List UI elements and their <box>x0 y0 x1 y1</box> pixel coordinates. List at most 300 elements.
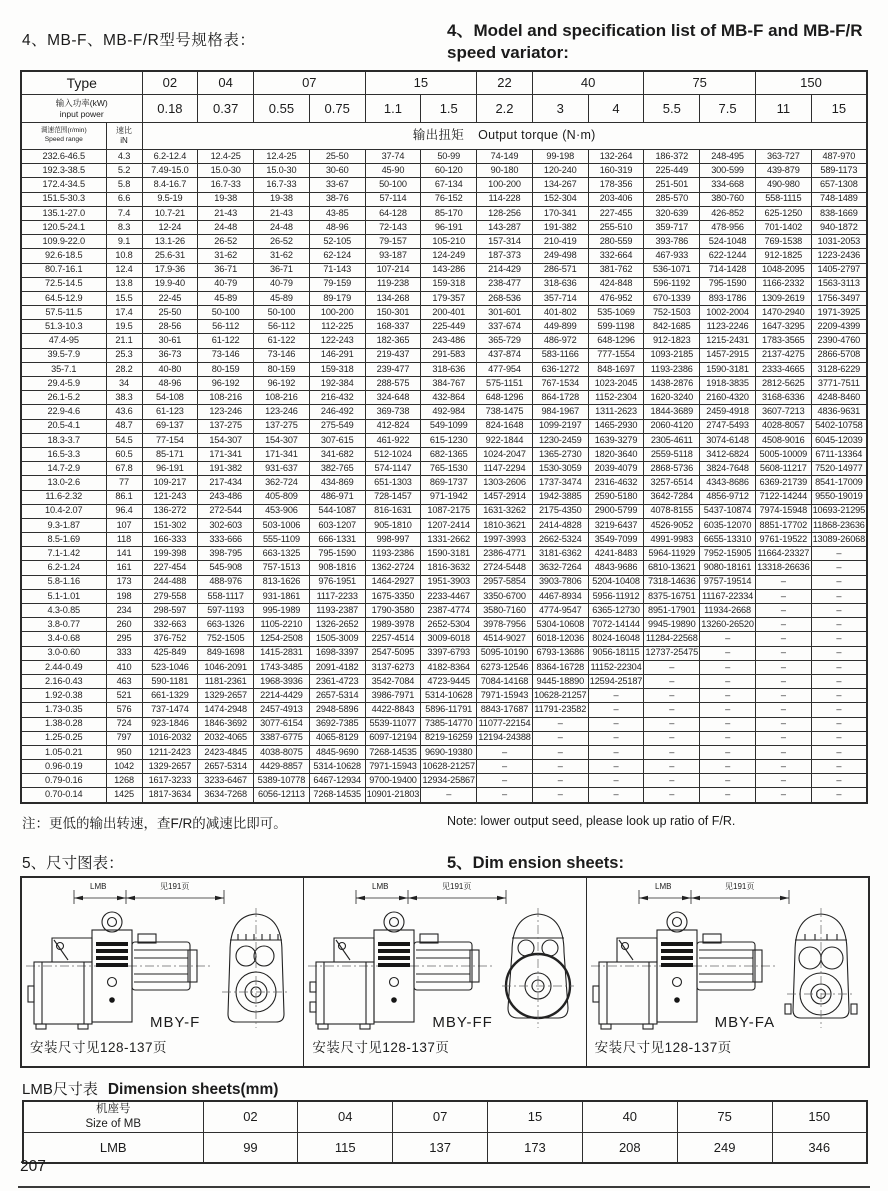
type-group-cell: 15 <box>365 71 477 95</box>
table-row <box>21 660 867 674</box>
table-cell: – <box>755 674 811 688</box>
dimension-panel-mby-ff <box>303 878 586 1066</box>
table-cell: 72.5-14.5 <box>21 277 106 291</box>
table-cell: 332-663 <box>142 618 198 632</box>
input-power-label-en: input power <box>59 108 104 119</box>
table-cell: 1756-3497 <box>811 291 867 305</box>
table-cell: 10.7-21 <box>142 206 198 220</box>
table-cell: 67.8 <box>106 462 142 476</box>
table-cell: 8951-17901 <box>644 604 700 618</box>
table-cell: 7952-15905 <box>700 547 756 561</box>
table-cell: 5.2 <box>106 164 142 178</box>
table-cell: 6.6 <box>106 192 142 206</box>
table-cell: 1152-2304 <box>588 391 644 405</box>
table-cell: 8.4-16.7 <box>142 178 198 192</box>
table-cell: 10628-21257 <box>532 689 588 703</box>
dimension-annotation <box>338 880 548 906</box>
table-cell: 12737-25475 <box>644 646 700 660</box>
table-cell: 521 <box>106 689 142 703</box>
table-cell: 549-1099 <box>421 419 477 433</box>
lmb-table <box>22 1100 868 1164</box>
table-cell: 849-1698 <box>198 646 254 660</box>
table-cell: 381-762 <box>588 263 644 277</box>
table-cell: 25-50 <box>142 306 198 320</box>
table-cell: 26-52 <box>254 235 310 249</box>
table-cell: 85-170 <box>421 206 477 220</box>
table-cell: 393-786 <box>644 235 700 249</box>
table-cell: 96.4 <box>106 504 142 518</box>
table-cell: 597-1193 <box>198 604 254 618</box>
table-cell: 9.3-1.87 <box>21 518 106 532</box>
table-cell: 1405-2797 <box>811 263 867 277</box>
table-cell: 73-146 <box>254 348 310 362</box>
table-cell: 3.8-0.77 <box>21 618 106 632</box>
table-cell: 30-60 <box>309 164 365 178</box>
table-cell: 1.38-0.28 <box>21 717 106 731</box>
table-cell: 795-1590 <box>700 277 756 291</box>
table-cell: 80.7-16.1 <box>21 263 106 277</box>
table-cell: – <box>755 703 811 717</box>
table-cell: 39.5-7.9 <box>21 348 106 362</box>
table-cell: 767-1534 <box>532 377 588 391</box>
table-row <box>21 490 867 504</box>
torque-label-en: Output torque (N·m) <box>478 128 596 143</box>
table-cell: 7122-14244 <box>755 490 811 504</box>
table-cell: 9056-18115 <box>588 646 644 660</box>
table-cell: 61-123 <box>142 405 198 419</box>
panel-caption: 安装尺寸见128-137页 <box>594 1040 732 1055</box>
table-cell: 5964-11929 <box>644 547 700 561</box>
table-cell: 4467-8934 <box>532 589 588 603</box>
table-cell: 6467-12934 <box>309 774 365 788</box>
table-cell: – <box>811 632 867 646</box>
type-group-row <box>21 71 867 95</box>
table-cell: 5.8-1.16 <box>21 575 106 589</box>
table-cell: 2657-5314 <box>198 760 254 774</box>
table-cell: 3771-7511 <box>811 377 867 391</box>
table-cell: 320-639 <box>644 206 700 220</box>
table-cell: 461-922 <box>365 433 421 447</box>
table-row <box>21 433 867 447</box>
table-cell: 478-956 <box>700 220 756 234</box>
table-cell: 56-112 <box>198 320 254 334</box>
table-cell: 1048-2095 <box>755 263 811 277</box>
table-cell: – <box>644 674 700 688</box>
table-cell: 1023-2045 <box>588 377 644 391</box>
table-cell: 77-154 <box>142 433 198 447</box>
table-cell: 5204-10408 <box>588 575 644 589</box>
table-cell: 52-105 <box>309 235 365 249</box>
table-cell: – <box>477 745 533 759</box>
table-cell: 596-1192 <box>644 277 700 291</box>
table-cell: 1465-2930 <box>588 419 644 433</box>
table-cell: 120.5-24.1 <box>21 220 106 234</box>
table-cell: 752-1503 <box>644 306 700 320</box>
table-row <box>21 220 867 234</box>
table-cell: 1311-2623 <box>588 405 644 419</box>
table-cell: 412-824 <box>365 419 421 433</box>
table-cell: – <box>588 703 644 717</box>
table-cell: 26.1-5.2 <box>21 391 106 405</box>
table-cell: 2091-4182 <box>309 660 365 674</box>
table-cell: 7.4 <box>106 206 142 220</box>
table-cell: – <box>755 618 811 632</box>
table-cell: 12-24 <box>142 220 198 234</box>
table-cell: 238-477 <box>477 277 533 291</box>
table-cell: 7084-14168 <box>477 674 533 688</box>
table-cell: 4526-9052 <box>644 518 700 532</box>
table-cell: 663-1325 <box>254 547 310 561</box>
table-cell: 77 <box>106 476 142 490</box>
table-cell: 1968-3936 <box>254 674 310 688</box>
table-cell: 216-432 <box>309 391 365 405</box>
type-group-cell: 75 <box>644 71 756 95</box>
table-cell: 28-56 <box>142 320 198 334</box>
table-cell: 576 <box>106 703 142 717</box>
table-cell: 21-43 <box>254 206 310 220</box>
table-cell: 249 <box>677 1132 772 1163</box>
table-cell: – <box>755 774 811 788</box>
table-cell: 16.7-33 <box>254 178 310 192</box>
table-cell: 124-249 <box>421 249 477 263</box>
table-cell: 243-486 <box>421 334 477 348</box>
table-cell: 625-1250 <box>755 206 811 220</box>
lmb-title-en: Dimension sheets(mm) <box>107 1081 279 1098</box>
table-cell: 318-636 <box>532 277 588 291</box>
table-cell: 120-240 <box>532 164 588 178</box>
table-cell: – <box>644 717 700 731</box>
table-cell: 137 <box>393 1132 488 1163</box>
table-cell: 60.5 <box>106 447 142 461</box>
table-cell: 249-498 <box>532 249 588 263</box>
dimension-panel-mby-f <box>22 878 303 1066</box>
table-cell: 154-307 <box>254 433 310 447</box>
table-cell: – <box>588 717 644 731</box>
table-cell: 425-849 <box>142 646 198 660</box>
table-cell: 1326-2652 <box>309 618 365 632</box>
table-cell: 96-191 <box>142 462 198 476</box>
table-cell: – <box>755 646 811 660</box>
table-cell: 54-108 <box>142 391 198 405</box>
table-cell: 324-648 <box>365 391 421 405</box>
table-cell: 9945-19890 <box>644 618 700 632</box>
table-cell: 724 <box>106 717 142 731</box>
table-row <box>21 476 867 490</box>
table-cell: 7385-14770 <box>421 717 477 731</box>
table-cell: 738-1475 <box>477 405 533 419</box>
table-cell: 1105-2210 <box>254 618 310 632</box>
table-cell: 1166-2332 <box>755 277 811 291</box>
table-cell: 7971-15943 <box>365 760 421 774</box>
table-cell: 33-67 <box>309 178 365 192</box>
table-cell: 2724-5448 <box>477 561 533 575</box>
table-cell: – <box>755 731 811 745</box>
table-cell: 301-601 <box>477 306 533 320</box>
table-cell: – <box>811 703 867 717</box>
lmb-header-en: Size of MB <box>85 1117 142 1130</box>
table-cell: 7072-14144 <box>588 618 644 632</box>
dim-label-lmb: LMB <box>90 882 107 891</box>
table-cell: 80-159 <box>198 362 254 376</box>
speed-range-header-cell <box>21 123 106 150</box>
table-cell: 365-729 <box>477 334 533 348</box>
table-cell: 48-96 <box>142 377 198 391</box>
table-cell: 5896-11791 <box>421 703 477 717</box>
table-cell: 5956-11912 <box>588 589 644 603</box>
table-row <box>21 604 867 618</box>
table-cell: 114-228 <box>477 192 533 206</box>
table-cell: 2060-4120 <box>644 419 700 433</box>
dimension-annotation <box>621 880 831 906</box>
table-cell: – <box>477 774 533 788</box>
ratio-label-en: iN <box>120 136 128 145</box>
table-cell: – <box>700 788 756 803</box>
table-cell: 2233-4467 <box>421 589 477 603</box>
table-cell: 22-45 <box>142 291 198 305</box>
table-cell: 2032-4065 <box>198 731 254 745</box>
table-cell: 7.1-1.42 <box>21 547 106 561</box>
table-cell: – <box>811 589 867 603</box>
table-cell: 663-1326 <box>198 618 254 632</box>
table-cell: 92.6-18.5 <box>21 249 106 263</box>
table-cell: 47.4-95 <box>21 334 106 348</box>
table-cell: 622-1244 <box>700 249 756 263</box>
table-cell: 3692-7385 <box>309 717 365 731</box>
table-cell: 9.5-19 <box>142 192 198 206</box>
table-cell: 275-549 <box>309 419 365 433</box>
table-cell: 922-1844 <box>477 433 533 447</box>
table-cell: – <box>700 689 756 703</box>
table-cell: 648-1296 <box>588 334 644 348</box>
table-cell: 357-714 <box>532 291 588 305</box>
table-cell: 07 <box>393 1101 488 1132</box>
table-cell: 3350-6700 <box>477 589 533 603</box>
table-cell: 178-356 <box>588 178 644 192</box>
panel-caption: 安装尺寸见128-137页 <box>30 1040 168 1055</box>
table-cell: 105-210 <box>421 235 477 249</box>
table-cell: 96-192 <box>198 377 254 391</box>
speed-range-label-zh: 调速范围(r/min) <box>40 127 87 135</box>
table-cell: 6369-21739 <box>755 476 811 490</box>
table-cell: 0.96-0.19 <box>21 760 106 774</box>
table-cell: 6810-13621 <box>644 561 700 575</box>
table-row <box>21 291 867 305</box>
table-cell: 4514-9027 <box>477 632 533 646</box>
table-cell: 1989-3978 <box>365 618 421 632</box>
table-cell: 99 <box>203 1132 298 1163</box>
power-cell: 15 <box>811 95 867 123</box>
table-cell: 401-802 <box>532 306 588 320</box>
table-cell: 3986-7971 <box>365 689 421 703</box>
table-cell: 476-952 <box>588 291 644 305</box>
table-cell: 12.4-25 <box>254 150 310 164</box>
table-cell: 940-1872 <box>811 220 867 234</box>
table-row <box>21 462 867 476</box>
table-cell: 173 <box>106 575 142 589</box>
table-cell: 18.3-3.7 <box>21 433 106 447</box>
table-cell: 1123-2246 <box>700 320 756 334</box>
table-cell: – <box>700 703 756 717</box>
table-cell: 558-1115 <box>755 192 811 206</box>
table-cell: 2390-4760 <box>811 334 867 348</box>
table-cell: 295 <box>106 632 142 646</box>
table-cell: 816-1631 <box>365 504 421 518</box>
table-cell: 11868-23636 <box>811 518 867 532</box>
table-cell: 79-159 <box>309 277 365 291</box>
table-cell: 1816-3632 <box>421 561 477 575</box>
table-cell: 363-727 <box>755 150 811 164</box>
table-row <box>21 788 867 803</box>
table-cell: 11934-2668 <box>700 604 756 618</box>
lmb-row-label: LMB <box>23 1132 203 1163</box>
table-cell: 90-180 <box>477 164 533 178</box>
table-cell: 1181-2361 <box>198 674 254 688</box>
table-cell: 300-599 <box>700 164 756 178</box>
table-cell: 6365-12730 <box>588 604 644 618</box>
table-cell: 2214-4429 <box>254 689 310 703</box>
table-cell: 2812-5625 <box>755 377 811 391</box>
dim-label-lmb: LMB <box>654 882 672 891</box>
table-cell: 4991-9983 <box>644 533 700 547</box>
table-cell: 109.9-22.0 <box>21 235 106 249</box>
table-cell: 728-1457 <box>365 490 421 504</box>
table-cell: – <box>588 774 644 788</box>
table-cell: 636-1272 <box>532 362 588 376</box>
table-cell: 1223-2436 <box>811 249 867 263</box>
table-cell: 93-187 <box>365 249 421 263</box>
table-cell: 143-287 <box>477 220 533 234</box>
table-cell: 3219-6437 <box>588 518 644 532</box>
table-cell: 2333-4665 <box>755 362 811 376</box>
table-cell: 136-272 <box>142 504 198 518</box>
table-cell: 432-864 <box>421 391 477 405</box>
table-cell: 255-510 <box>588 220 644 234</box>
table-cell: 4028-8057 <box>755 419 811 433</box>
table-cell: 119-238 <box>365 277 421 291</box>
table-cell: 337-674 <box>477 320 533 334</box>
table-cell: 0.79-0.16 <box>21 774 106 788</box>
section5-title-en: 5、Dim ension sheets: <box>447 854 624 872</box>
table-cell: 2657-5314 <box>309 689 365 703</box>
table-cell: 795-1590 <box>309 547 365 561</box>
table-cell: 2423-4845 <box>198 745 254 759</box>
table-cell: 9700-19400 <box>365 774 421 788</box>
table-cell: 100-200 <box>309 306 365 320</box>
table-cell: 89-179 <box>309 291 365 305</box>
table-cell: 200-401 <box>421 306 477 320</box>
table-cell: 599-1198 <box>588 320 644 334</box>
table-cell: 2137-4275 <box>755 348 811 362</box>
table-cell: 661-1329 <box>142 689 198 703</box>
table-cell: 976-1951 <box>309 575 365 589</box>
table-cell: 198 <box>106 589 142 603</box>
table-cell: 2387-4774 <box>421 604 477 618</box>
table-cell: 75 <box>677 1101 772 1132</box>
table-cell: 137-275 <box>254 419 310 433</box>
table-cell: 2.44-0.49 <box>21 660 106 674</box>
table-cell: 121-243 <box>142 490 198 504</box>
table-cell: 1147-2294 <box>477 462 533 476</box>
table-cell: 170-341 <box>532 206 588 220</box>
table-cell: 51.3-10.3 <box>21 320 106 334</box>
table-cell: 11167-22334 <box>700 589 756 603</box>
table-cell: 1505-3009 <box>309 632 365 646</box>
table-cell: 279-558 <box>142 589 198 603</box>
table-cell: 150-301 <box>365 306 421 320</box>
table-cell: – <box>644 731 700 745</box>
table-cell: 21-43 <box>198 206 254 220</box>
dim-label-page-ref: 见191页 <box>442 882 472 891</box>
table-cell: 17.9-36 <box>142 263 198 277</box>
table-cell: 8219-16259 <box>421 731 477 745</box>
table-cell: 80-159 <box>254 362 310 376</box>
table-cell: 28.2 <box>106 362 142 376</box>
table-cell: – <box>811 604 867 618</box>
table-cell: 1425 <box>106 788 142 803</box>
table-cell: 2257-4514 <box>365 632 421 646</box>
table-cell: 3074-6148 <box>700 433 756 447</box>
table-cell: 1590-3181 <box>421 547 477 561</box>
table-cell: 291-583 <box>421 348 477 362</box>
input-power-label-zh: 输入功率(kW) <box>55 98 108 109</box>
table-cell: 16.5-3.3 <box>21 447 106 461</box>
table-cell: 152-304 <box>532 192 588 206</box>
table-cell: 1329-2657 <box>142 760 198 774</box>
table-cell: 5304-10608 <box>532 618 588 632</box>
table-cell: 931-637 <box>254 462 310 476</box>
table-cell: 13318-26636 <box>755 561 811 575</box>
table-cell: 2386-4771 <box>477 547 533 561</box>
dim-label-lmb: LMB <box>372 882 389 891</box>
table-cell: 950 <box>106 745 142 759</box>
table-cell: – <box>811 731 867 745</box>
table-cell: 6711-13364 <box>811 447 867 461</box>
table-row <box>21 703 867 717</box>
table-cell: 5437-10874 <box>700 504 756 518</box>
table-cell: 25.3 <box>106 348 142 362</box>
table-cell: 244-488 <box>142 575 198 589</box>
table-cell: 141 <box>106 547 142 561</box>
table-cell: 1783-3565 <box>755 334 811 348</box>
power-cell: 11 <box>755 95 811 123</box>
table-cell: 151.5-30.3 <box>21 192 106 206</box>
type-group-cell: 22 <box>477 71 533 95</box>
table-cell: 1620-3240 <box>644 391 700 405</box>
table-cell: 544-1087 <box>309 504 365 518</box>
table-cell: 3168-6336 <box>755 391 811 405</box>
table-cell: 154-307 <box>198 433 254 447</box>
table-row <box>21 745 867 759</box>
table-cell: – <box>588 760 644 774</box>
table-cell: – <box>700 632 756 646</box>
table-cell: 1046-2091 <box>198 660 254 674</box>
table-cell: – <box>811 575 867 589</box>
table-cell: 488-976 <box>198 575 254 589</box>
table-cell: 9.1 <box>106 235 142 249</box>
table-row <box>21 674 867 688</box>
type-header-cell: Type <box>21 71 142 95</box>
table-cell: 1.05-0.21 <box>21 745 106 759</box>
table-cell: 50-99 <box>421 150 477 164</box>
table-cell: 108-216 <box>254 391 310 405</box>
table-cell: 214-429 <box>477 263 533 277</box>
table-cell: 4343-8686 <box>700 476 756 490</box>
table-cell: 1211-2423 <box>142 745 198 759</box>
table-cell: 3128-6229 <box>811 362 867 376</box>
table-cell: 4065-8129 <box>309 731 365 745</box>
spec-table <box>20 70 868 804</box>
table-cell: – <box>755 760 811 774</box>
